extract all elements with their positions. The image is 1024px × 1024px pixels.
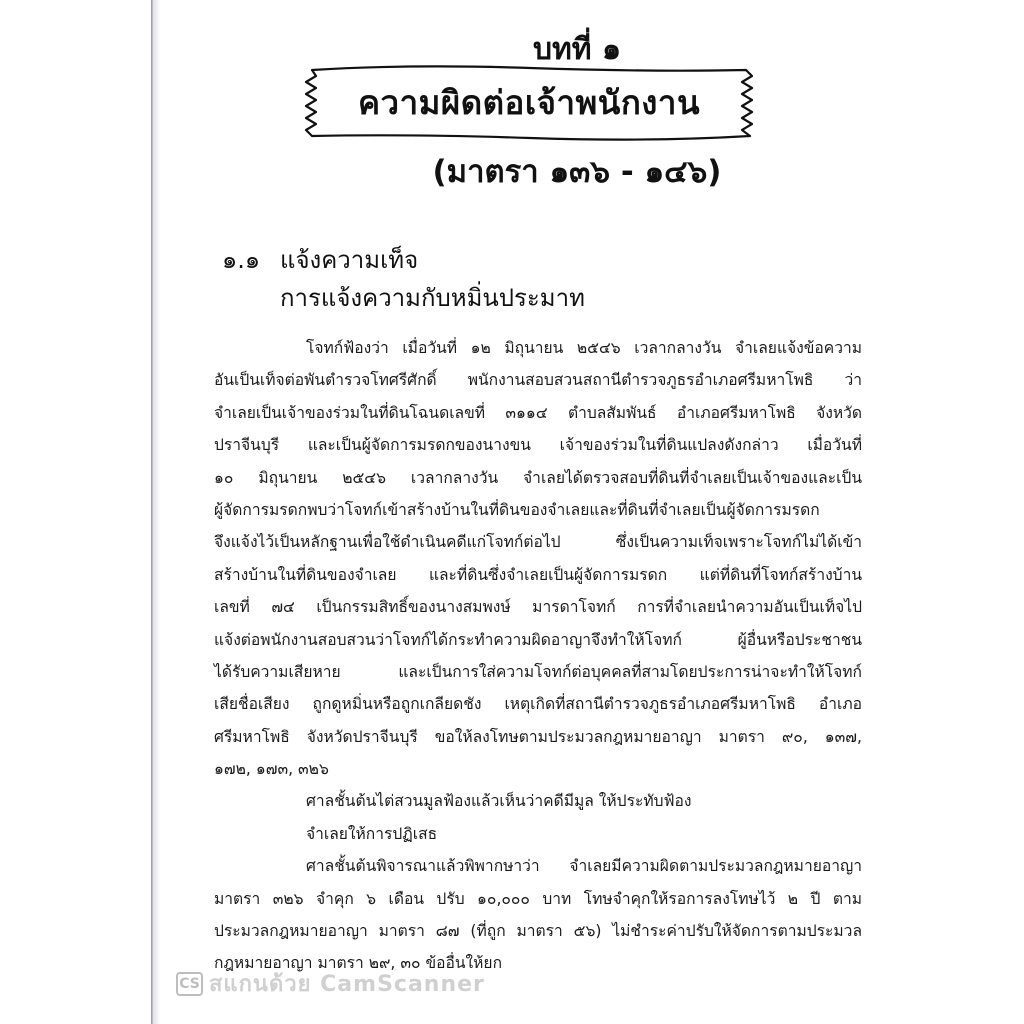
paragraph-line: จึงแจ้งไว้เป็นหลักฐานเพื่อใช้ดำเนินคดีแก่โจทก์ต่อไป ซึ่งเป็นความเท็จเพราะโจทก์ไม่ได้เข้า [214,533,862,552]
chapter-title: ความผิดต่อเจ้าพนักงาน [357,82,701,122]
paragraph-line: แจ้งต่อพนักงานสอบสวนว่าโจทก์ได้กระทำความผิดอาญาจึงทำให้โจทก์ ผู้อื่นหรือประชาชน [214,630,862,649]
paragraph-line: ประมวลกฎหมายอาญา มาตรา ๘๗ (ที่ถูก มาตรา ๕๖) ไม่ชำระค่าปรับให้จัดการตามประมวล [214,922,862,941]
paragraph-line: ศาลชั้นต้นไต่สวนมูลฟ้องแล้วเห็นว่าคดีมีมูล ให้ประทับฟ้อง [306,792,692,811]
watermark-text: สแกนด้วย CamScanner [209,972,485,997]
paragraph-line: จำเลยให้การปฏิเสธ [306,824,438,843]
paragraph-line: สร้างบ้านในที่ดินของจำเลย และที่ดินซึ่งจำเลยเป็นผู้จัดการมรดก แต่ที่ดินที่โจทก์สร้างบ้าน [214,565,862,584]
chapter-number: บทที่ ๑ [532,32,622,67]
paragraph-line: มาตรา ๓๒๖ จำคุก ๖ เดือน ปรับ ๑๐,๐๐๐ บาท โทษจำคุกให้รอการลงโทษไว้ ๒ ปี ตาม [214,889,862,908]
section-subheading: การแจ้งความกับหมิ่นประมาท [280,284,585,312]
camscanner-watermark [176,966,485,1001]
sections-range: (มาตรา ๑๓๖ - ๑๔๖) [432,154,722,190]
paragraph-line: เลขที่ ๗๔ เป็นกรรมสิทธิ์ของนางสมพงษ์ มารดาโจทก์ การที่จำเลยนำความอันเป็นเท็จไป [214,598,862,617]
paragraph-line: กฎหมายอาญา มาตรา ๒๙, ๓๐ ข้ออื่นให้ยก [214,954,503,973]
paragraph-line: ปราจีนบุรี และเป็นผู้จัดการมรดกของนางขน เจ้าของร่วมในที่ดินแปลงดังกล่าว เมื่อวันที่ [214,436,862,455]
section-title: แจ้งความเท็จ [280,246,419,274]
paragraph-line: ผู้จัดการมรดกพบว่าโจทก์เข้าสร้างบ้านในที่ดินของจำเลยและที่ดินที่จำเลยเป็นผู้จัดการมรดก [214,500,820,519]
chapter-title-banner [290,60,768,144]
paragraph-line: ศาลชั้นต้นพิจารณาแล้วพิพากษาว่า จำเลยมีความผิดตามประมวลกฎหมายอาญา [306,857,862,876]
paragraph-line: อันเป็นเท็จต่อพันตำรวจโทศรีศักดิ์ พนักงานสอบสวนสถานีตำรวจภูธรอำเภอศรีมหาโพธิ ว่า [214,371,862,390]
section-number: ๑.๑ [222,246,261,274]
paragraph-line: โจทก์ฟ้องว่า เมื่อวันที่ ๑๒ มิถุนายน ๒๕๔๖ เวลากลางวัน จำเลยแจ้งข้อความ [306,339,862,357]
paragraph-line: ได้รับความเสียหาย และเป็นการใส่ความโจทก์ต่อบุคคลที่สามโดยประการน่าจะทำให้โจทก์ [214,662,862,681]
paragraph-line: ศรีมหาโพธิ จังหวัดปราจีนบุรี ขอให้ลงโทษตามประมวลกฎหมายอาญา มาตรา ๙๐, ๑๓๗, [214,727,862,746]
paragraph-line: ๑๗๒, ๑๗๓, ๓๒๖ [214,760,329,779]
section-heading [222,240,418,279]
paragraph-line: จำเลยเป็นเจ้าของร่วมในที่ดินโฉนดเลขที่ ๓๑๑๔ ตำบลสัมพันธ์ อำเภอศรีมหาโพธิ จังหวัด [214,403,862,422]
camscanner-logo-icon: CS [176,972,203,996]
paragraph-line: ๑๐ มิถุนายน ๒๕๔๖ เวลากลางวัน จำเลยได้ตรวจสอบที่ดินที่จำเลยเป็นเจ้าของและเป็น [214,468,862,487]
paragraph-line: เสียชื่อเสียง ถูกดูหมิ่นหรือถูกเกลียดชัง เหตุเกิดที่สถานีตำรวจภูธรอำเภอศรีมหาโพธิ อำเภอ [214,695,862,714]
body-text [214,332,862,980]
